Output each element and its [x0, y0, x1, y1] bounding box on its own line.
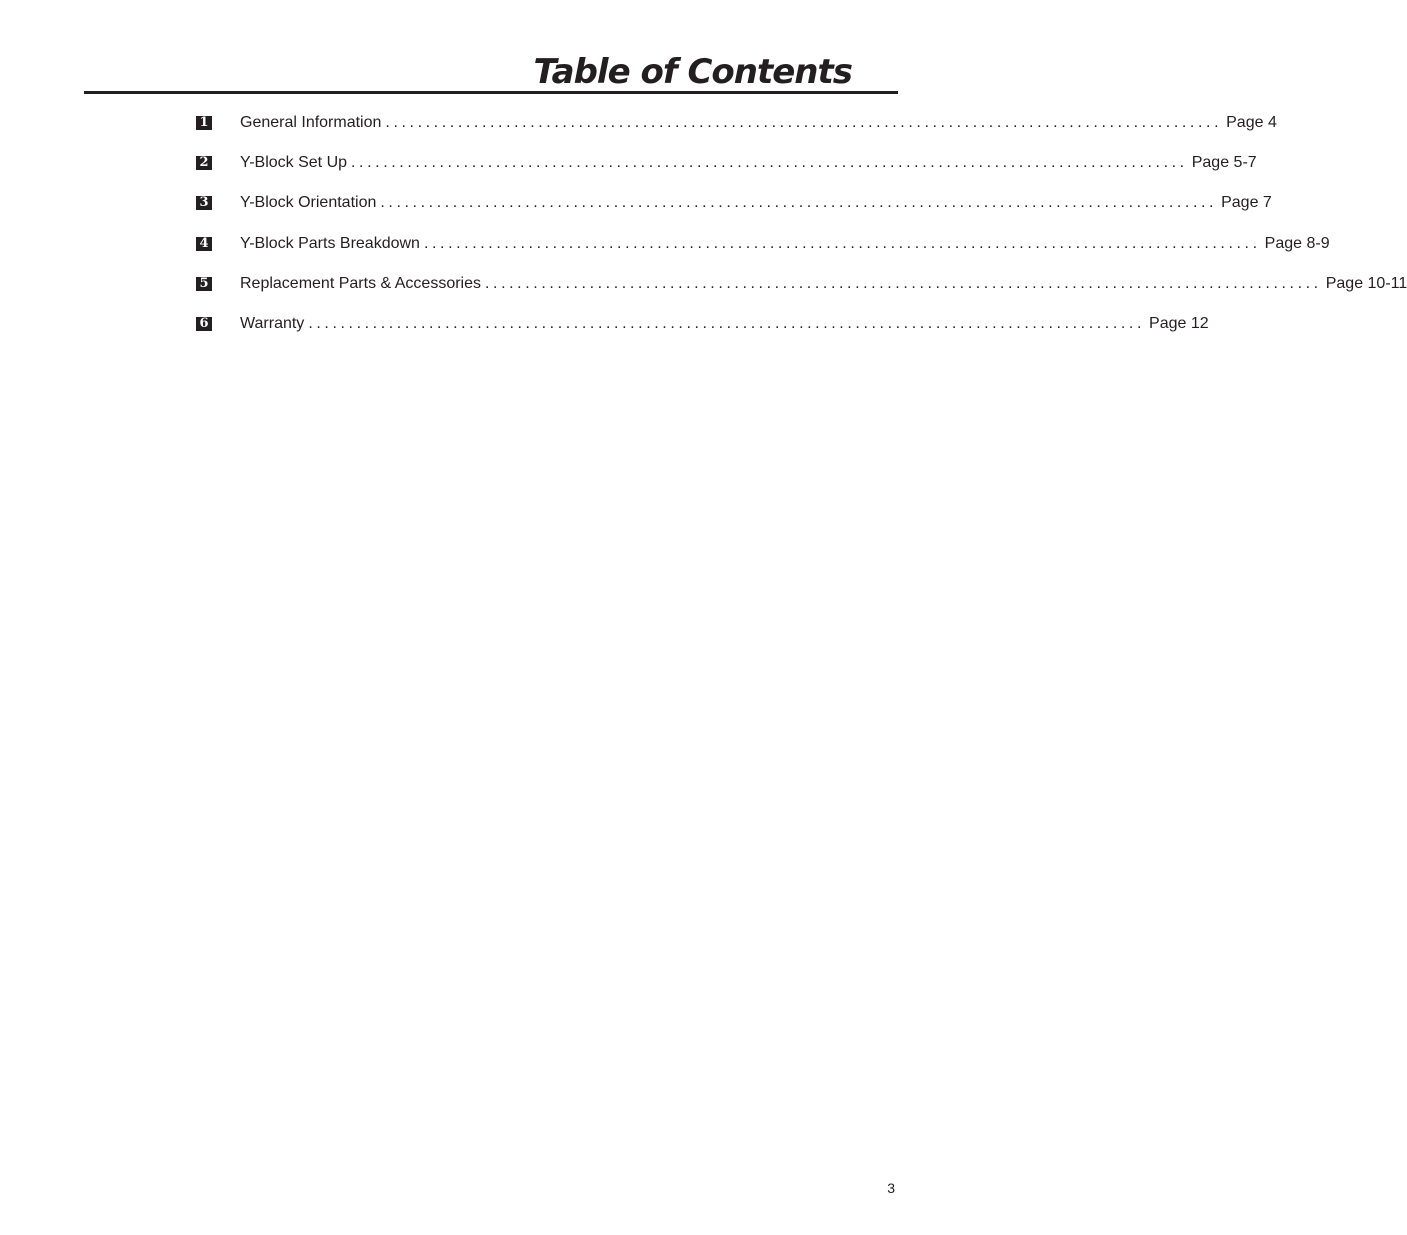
- dot-leader: ........................................................................................................: [380, 194, 1218, 212]
- toc-entry-y-block-orientation[interactable]: [196, 183, 1272, 223]
- toc-entry-replacement-parts[interactable]: [196, 264, 1407, 304]
- toc-entry-label: Replacement Parts & Accessories: [240, 274, 481, 292]
- toc-entry-page: Page 7: [1221, 194, 1272, 212]
- toc-entry-label: Y-Block Orientation: [240, 194, 377, 212]
- section-number-badge: 1: [196, 116, 212, 130]
- dot-leader: ........................................................................................................: [351, 154, 1188, 172]
- toc-entry-y-block-set-up[interactable]: [196, 143, 1257, 183]
- dot-leader: ........................................................................................................: [423, 234, 1261, 252]
- toc-entry-page: Page 4: [1226, 114, 1277, 132]
- section-number-badge: 3: [196, 196, 212, 210]
- toc-entry-label: Y-Block Parts Breakdown: [240, 234, 420, 252]
- toc-entry-y-block-parts-breakdown[interactable]: [196, 224, 1330, 264]
- dot-leader: ........................................................................................................: [308, 315, 1146, 333]
- title-rule: [84, 91, 898, 94]
- toc-entry-general-information[interactable]: [196, 103, 1277, 143]
- section-number-badge: 5: [196, 277, 212, 291]
- dot-leader: ........................................................................................................: [485, 274, 1322, 292]
- dot-leader: ........................................................................................................: [385, 114, 1223, 132]
- toc-entry-page: Page 12: [1149, 315, 1209, 333]
- toc-entry-page: Page 8-9: [1264, 234, 1330, 252]
- table-of-contents: [196, 103, 1407, 344]
- toc-entry-page: Page 5-7: [1191, 154, 1257, 172]
- section-number-badge: 4: [196, 237, 212, 251]
- page-title: Table of Contents: [533, 52, 852, 92]
- toc-entry-label: General Information: [240, 114, 382, 132]
- section-number-badge: 6: [196, 317, 212, 331]
- page-number: 3: [887, 1180, 895, 1196]
- section-number-badge: 2: [196, 156, 212, 170]
- toc-entry-label: Warranty: [240, 315, 305, 333]
- toc-entry-warranty[interactable]: [196, 304, 1209, 344]
- toc-entry-page: Page 10-11: [1325, 274, 1407, 292]
- toc-entry-label: Y-Block Set Up: [240, 154, 348, 172]
